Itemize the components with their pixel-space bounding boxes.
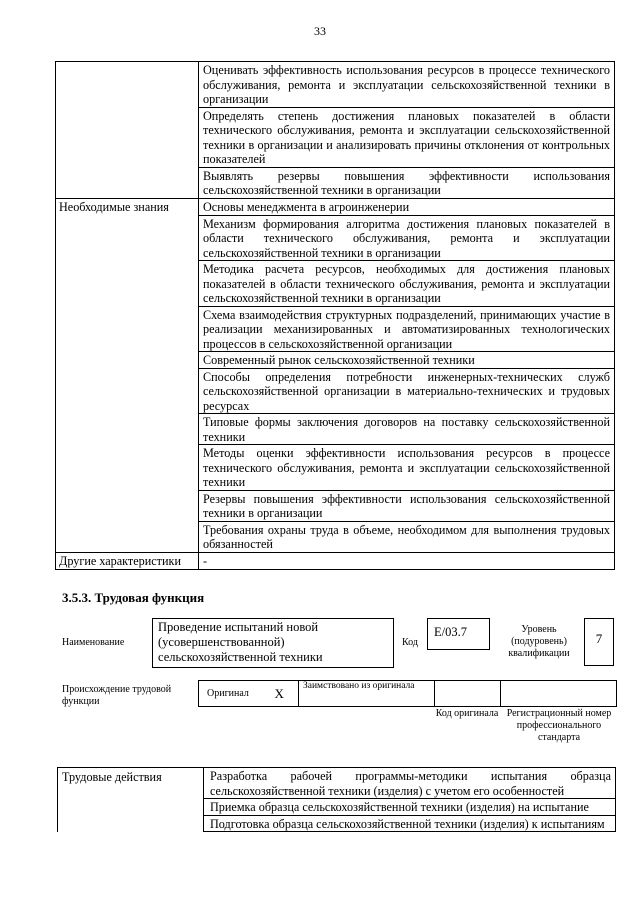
knowledge-item: Схема взаимодействия структурных подразделений, принимающих участие в реализации механизированных и автоматизированных технологических процессов в сельскохозяйственной организации: [199, 306, 615, 352]
table-row: [58, 815, 616, 832]
knowledge-item: Основы менеджмента в агроинженерии: [199, 198, 615, 215]
work-actions-label: Трудовые действия: [58, 768, 204, 799]
work-action-item: Подготовка образца сельскохозяйственной техники (изделия) к испытаниям: [204, 815, 616, 832]
other-characteristics-value: -: [199, 552, 615, 570]
table-row: [56, 352, 615, 369]
knowledge-item: Резервы повышения эффективности использования сельскохозяйственной техники в организации: [199, 490, 615, 521]
registration-number-caption: Регистрационный номер профессионального стандарта: [506, 708, 612, 743]
table-row: [56, 62, 615, 108]
table-row: [56, 552, 615, 570]
competency-table-continuation: [55, 61, 615, 570]
knowledge-item: Типовые формы заключения договоров на поставку сельскохозяйственной техники: [199, 414, 615, 445]
work-action-item: Приемка образца сельскохозяйственной техники (изделия) на испытание: [204, 799, 616, 816]
table-row: [56, 306, 615, 352]
function-code-box: E/03.7: [427, 618, 490, 650]
table-row: [56, 490, 615, 521]
work-action-item: Разработка рабочей программы-методики испытания образца сельскохозяйственной техники (изделия) с учетом его особенностей: [204, 768, 616, 799]
knowledge-item: Требования охраны труда в объеме, необходимом для выполнения трудовых обязанностей: [199, 521, 615, 552]
name-label: Наименование: [62, 637, 125, 648]
table-row: [56, 107, 615, 167]
borrowed-label: Заимствовано из оригинала: [299, 681, 435, 707]
page-number: 33: [314, 24, 326, 38]
knowledge-item: Методы оценки эффективности использования ресурсов в процессе технического обслуживания, ремонта и эксплуатации сельскохозяйственной техники: [199, 445, 615, 491]
skill-item: Выявлять резервы повышения эффективности использования сельскохозяйственной техники в организации: [199, 167, 615, 198]
original-code-cell: [435, 681, 501, 707]
table-row: [56, 167, 615, 198]
qualification-level-box: 7: [584, 618, 614, 666]
knowledge-label: Необходимые знания: [56, 198, 199, 215]
knowledge-item: Методика расчета ресурсов, необходимых для достижения плановых показателей в области технического обслуживания, ремонта и эксплуатации сельскохозяйственной техники в организации: [199, 261, 615, 307]
code-label: Код: [402, 637, 418, 648]
table-row: [58, 768, 616, 799]
table-row: [56, 445, 615, 491]
original-label: Оригинал: [199, 681, 261, 707]
table-row: [56, 215, 615, 261]
row-label-empty: [56, 62, 199, 108]
skill-item: Оценивать эффективность использования ресурсов в процессе технического обслуживания, ремонта и эксплуатации сельскохозяйственной техники в организации: [199, 62, 615, 108]
original-mark: X: [261, 681, 299, 707]
table-row: [56, 414, 615, 445]
knowledge-item: Механизм формирования алгоритма достижения плановых показателей в области технического обслуживания, ремонта и эксплуатации сельскохозяйственной техники в организации: [199, 215, 615, 261]
other-characteristics-label: Другие характеристики: [56, 552, 199, 570]
table-row: [56, 521, 615, 552]
level-label: Уровень (подуровень) квалификации: [508, 624, 570, 659]
knowledge-item: Современный рынок сельскохозяйственной техники: [199, 352, 615, 369]
table-row: [56, 261, 615, 307]
origin-label: Происхождение трудовой функции: [62, 684, 172, 707]
table-row: [56, 368, 615, 414]
work-actions-table: [57, 767, 616, 832]
origin-table: [198, 680, 617, 707]
table-row: [58, 799, 616, 816]
skill-item: Определять степень достижения плановых показателей в области технического обслуживания, ремонта и эксплуатации сельскохозяйственной техники в организации и анализировать причины отклонения от контрольных показателей: [199, 107, 615, 167]
table-row: [56, 198, 615, 215]
registration-number-cell: [501, 681, 617, 707]
function-name-box: Проведение испытаний новой (усовершенствованной) сельскохозяйственной техники: [152, 618, 394, 668]
code-original-caption: Код оригинала: [435, 708, 499, 719]
section-heading: 3.5.3. Трудовая функция: [62, 590, 205, 605]
knowledge-item: Способы определения потребности инженерных-технических служб сельскохозяйственной организации в материально-технических и трудовых ресурсах: [199, 368, 615, 414]
